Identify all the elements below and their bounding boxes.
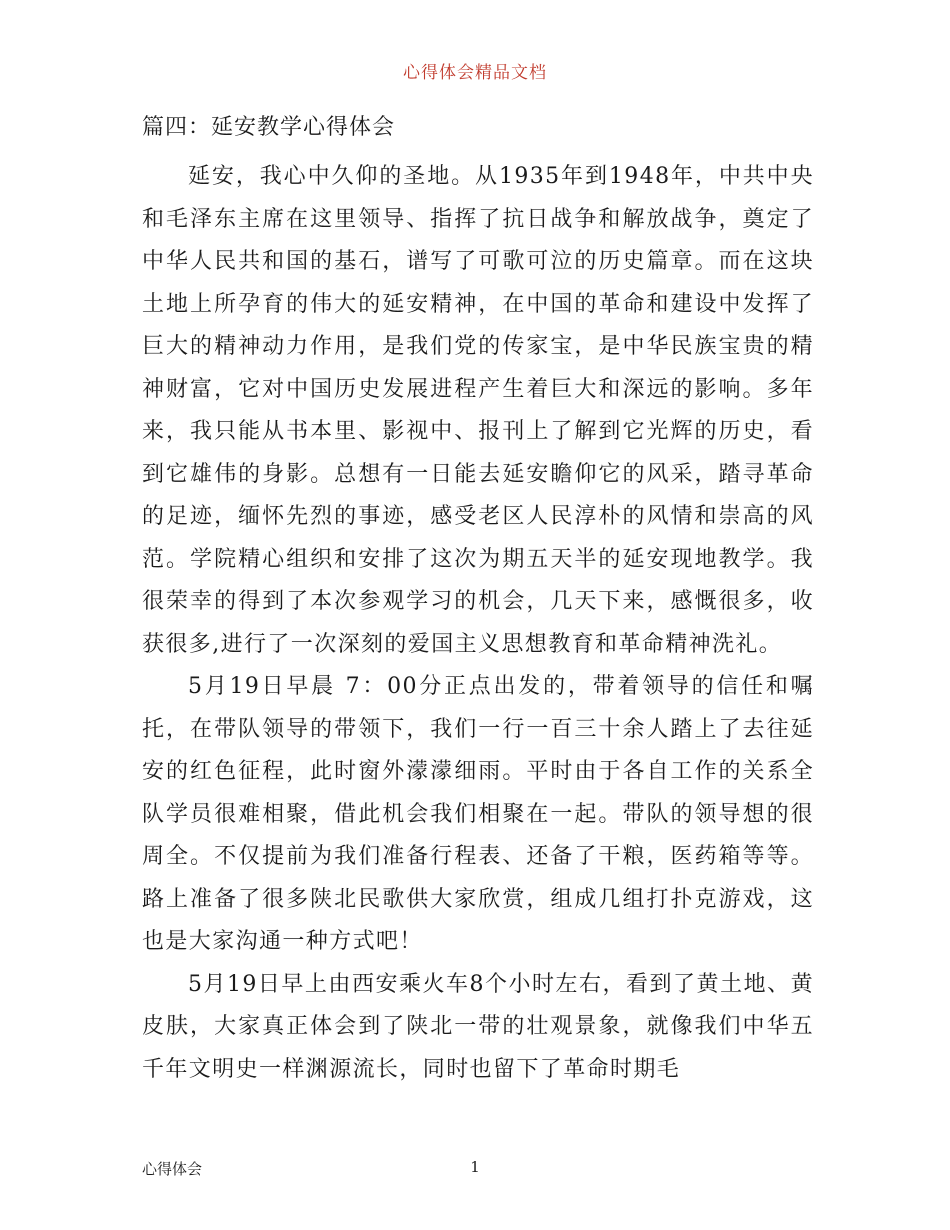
page-header-title: 心得体会精品文档 — [403, 63, 547, 83]
footer-label: 心得体会 — [142, 1160, 203, 1178]
paragraph-1: 延安，我心中久仰的圣地。从1935年到1948年，中共中央和毛泽东主席在这里领导、指挥了抗日战争和解放战争，奠定了中华人民共和国的基石，谱写了可歌可泣的历史篇章。而在这块土地上所孕育的伟大的延安精神，在中国的革命和建设中发挥了巨大的精神动力作用，是我们党的传家宝，是中华民族宝贵的精神财富，它对中国历史发展进程产生着巨大和深远的影响。多年来，我只能从书本里、影视中、报刊上了解到它光辉的历史，看到它雄伟的身影。总想有一日能去延安瞻仰它的风采，踏寻革命的足迹，缅怀先烈的事迹，感受老区人民淳朴的风情和崇高的风范。学院精心组织和安排了这次为期五天半的延安现地教学。我很荣幸的得到了本次参观学习的机会，几天下来，感慨很多，收获很多,进行了一次深刻的爱国主义思想教育和革命精神洗礼。 — [142, 164, 814, 657]
paragraph-3: 5月19日早上由西安乘火车8个小时左右，看到了黄土地、黄皮肤，大家真正体会到了陕北一带的壮观景象，就像我们中华五千年文明史一样渊源流长，同时也留下了革命时期毛 — [142, 971, 814, 1082]
paragraph-2: 5月19日早晨 7：00分正点出发的，带着领导的信任和嘱托，在带队领导的带领下，我们一行一百三十余人踏上了去往延安的红色征程，此时窗外濛濛细雨。平时由于各自工作的关系全队学员很难相聚，借此机会我们相聚在一起。带队的领导想的很周全。不仅提前为我们准备行程表、还备了干粮，医药箱等等。路上准备了很多陕北民歌供大家欣赏，组成几组打扑克游戏，这也是大家沟通一种方式吧！ — [142, 674, 814, 954]
section-heading: 篇四：延安教学心得体会 — [142, 115, 396, 140]
page-number: 1 — [470, 1158, 480, 1176]
document-body — [142, 112, 814, 1091]
